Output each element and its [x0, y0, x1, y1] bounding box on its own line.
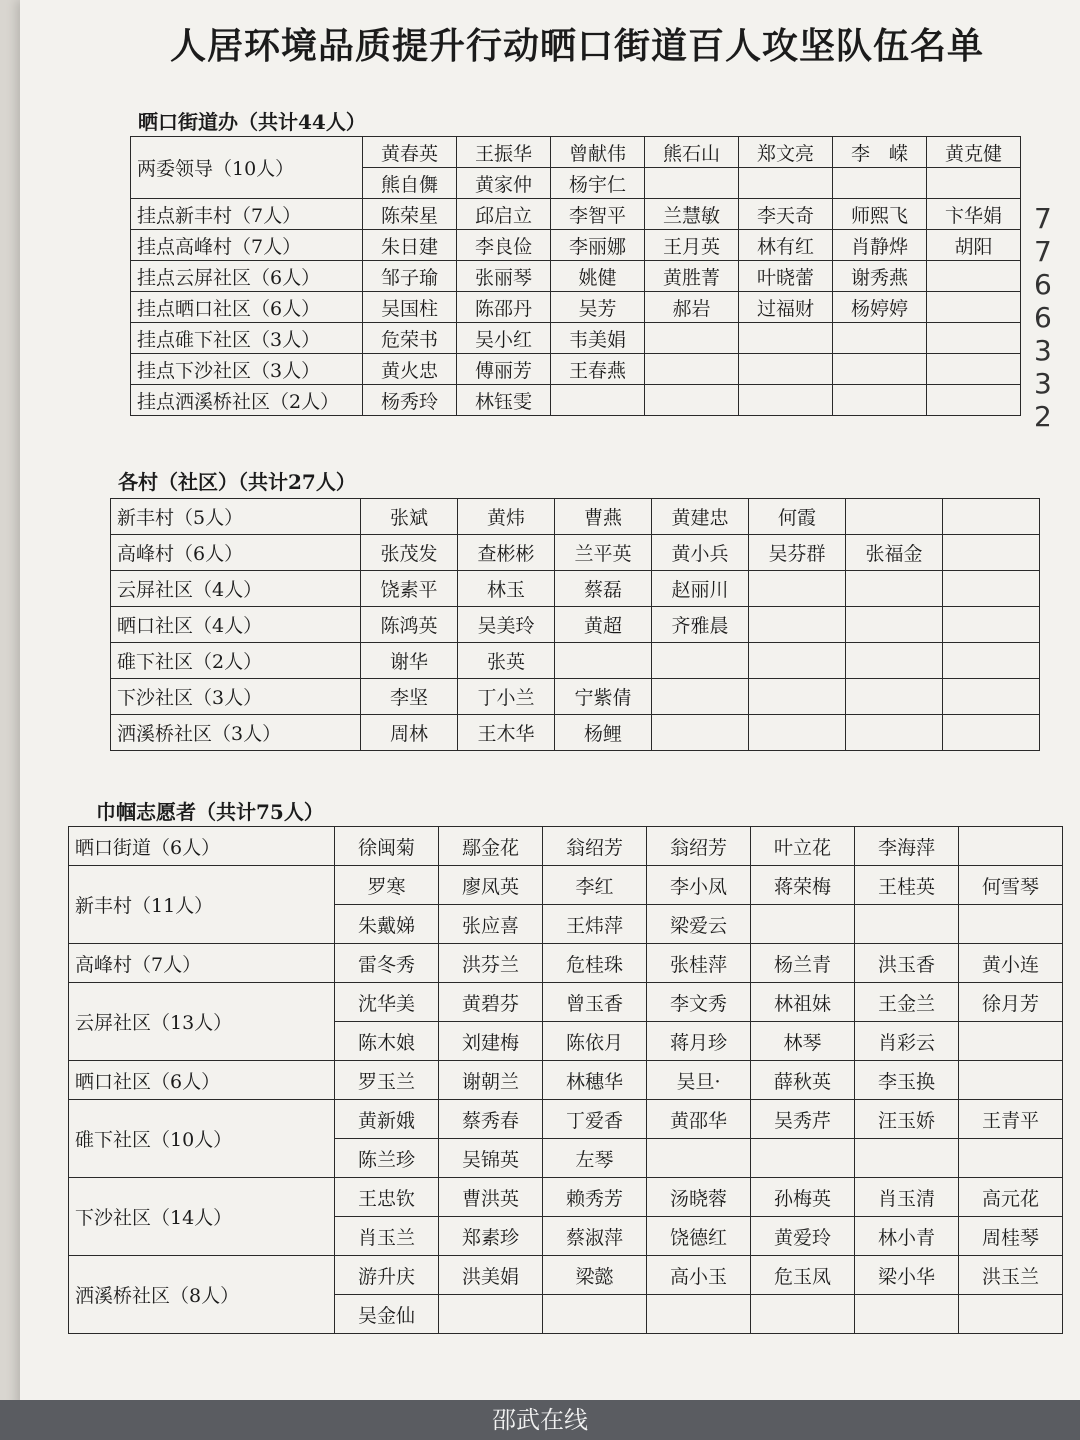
side-mark: 6: [1034, 301, 1052, 334]
name-cell: 吴国柱: [363, 292, 457, 323]
name-cell: 张应喜: [439, 905, 543, 944]
name-cell: 饶素平: [361, 571, 458, 607]
name-cell: 王春燕: [551, 354, 645, 385]
name-cell: 陈邵丹: [457, 292, 551, 323]
table-villages: [110, 498, 1040, 751]
side-mark: 3: [1034, 367, 1052, 400]
name-cell: [833, 323, 927, 354]
name-cell: 梁爱云: [647, 905, 751, 944]
name-cell: 廖凤英: [439, 866, 543, 905]
name-cell: 韦美娟: [551, 323, 645, 354]
name-cell: 洪美娟: [439, 1256, 543, 1295]
name-cell: 林琴: [751, 1022, 855, 1061]
row-group-label: 挂点云屏社区（6人）: [131, 261, 363, 292]
name-cell: 梁懿: [543, 1256, 647, 1295]
row-group-label: 洒溪桥社区（8人）: [69, 1256, 335, 1334]
name-cell: [959, 1022, 1063, 1061]
name-cell: 张斌: [361, 499, 458, 535]
name-cell: 汤晓蓉: [647, 1178, 751, 1217]
table-row: [111, 571, 1040, 607]
table-row: [111, 607, 1040, 643]
name-cell: 林有红: [739, 230, 833, 261]
name-cell: [927, 354, 1021, 385]
name-cell: 翁绍芳: [543, 827, 647, 866]
name-cell: 邹子瑜: [363, 261, 457, 292]
name-cell: [749, 679, 846, 715]
name-cell: 杨婷婷: [833, 292, 927, 323]
name-cell: 熊自儛: [363, 168, 457, 199]
name-cell: [543, 1295, 647, 1334]
name-cell: 郑素珍: [439, 1217, 543, 1256]
name-cell: 汪玉娇: [855, 1100, 959, 1139]
name-cell: [846, 679, 943, 715]
table-row: [131, 354, 1021, 385]
side-mark: 7: [1034, 235, 1052, 268]
name-cell: 周桂琴: [959, 1217, 1063, 1256]
table-street-office: [130, 136, 1021, 416]
row-group-label: 下沙社区（14人）: [69, 1178, 335, 1256]
table-row: [69, 1178, 1063, 1217]
name-cell: 陈荣星: [363, 199, 457, 230]
name-cell: [551, 385, 645, 416]
name-cell: 王木华: [458, 715, 555, 751]
name-cell: 蒋月珍: [647, 1022, 751, 1061]
name-cell: [652, 679, 749, 715]
name-cell: 郑文亮: [739, 137, 833, 168]
name-cell: 王金兰: [855, 983, 959, 1022]
name-cell: 李小凤: [647, 866, 751, 905]
name-cell: [555, 643, 652, 679]
name-cell: 李天奇: [739, 199, 833, 230]
name-cell: [739, 385, 833, 416]
name-cell: 吴旦·: [647, 1061, 751, 1100]
table-row: [69, 983, 1063, 1022]
side-mark: 2: [1034, 400, 1052, 433]
name-cell: [749, 607, 846, 643]
section-title-street-office: 晒口街道办（共计44人）: [138, 110, 366, 134]
side-mark: 3: [1034, 334, 1052, 367]
name-cell: 黄小连: [959, 944, 1063, 983]
name-cell: 赖秀芳: [543, 1178, 647, 1217]
table-row: [111, 715, 1040, 751]
name-cell: 薛秋英: [751, 1061, 855, 1100]
name-cell: 曾玉香: [543, 983, 647, 1022]
name-cell: 洪玉香: [855, 944, 959, 983]
name-cell: 洪芬兰: [439, 944, 543, 983]
name-cell: [959, 1139, 1063, 1178]
side-mark: 7: [1034, 202, 1052, 235]
name-cell: [749, 571, 846, 607]
table-row: [69, 1256, 1063, 1295]
row-group-label: 两委领导（10人）: [131, 137, 363, 199]
name-cell: [739, 323, 833, 354]
name-cell: 兰慧敏: [645, 199, 739, 230]
name-cell: 肖玉清: [855, 1178, 959, 1217]
name-cell: [927, 261, 1021, 292]
name-cell: 梁小华: [855, 1256, 959, 1295]
name-cell: 谢华: [361, 643, 458, 679]
name-cell: 师熙飞: [833, 199, 927, 230]
name-cell: 吴芬群: [749, 535, 846, 571]
name-cell: [927, 385, 1021, 416]
name-cell: 游升庆: [335, 1256, 439, 1295]
table-row: [69, 944, 1063, 983]
name-cell: 王青平: [959, 1100, 1063, 1139]
name-cell: [749, 643, 846, 679]
name-cell: 周林: [361, 715, 458, 751]
name-cell: [855, 1295, 959, 1334]
name-cell: [943, 715, 1040, 751]
name-cell: [927, 292, 1021, 323]
name-cell: 洪玉兰: [959, 1256, 1063, 1295]
name-cell: 徐月芳: [959, 983, 1063, 1022]
name-cell: 卞华娟: [927, 199, 1021, 230]
name-cell: [652, 643, 749, 679]
name-cell: [846, 607, 943, 643]
name-cell: 叶晓蕾: [739, 261, 833, 292]
name-cell: 王振华: [457, 137, 551, 168]
name-cell: [647, 1295, 751, 1334]
row-group-label: 云屏社区（13人）: [69, 983, 335, 1061]
name-cell: 危玉凤: [751, 1256, 855, 1295]
name-cell: 傅丽芳: [457, 354, 551, 385]
name-cell: 王桂英: [855, 866, 959, 905]
row-group-label: 晒口社区（6人）: [69, 1061, 335, 1100]
name-cell: 林钰雯: [457, 385, 551, 416]
name-cell: 翁绍芳: [647, 827, 751, 866]
name-cell: 蒋荣梅: [751, 866, 855, 905]
row-group-label: 挂点新丰村（7人）: [131, 199, 363, 230]
name-cell: 罗玉兰: [335, 1061, 439, 1100]
name-cell: 罗寒: [335, 866, 439, 905]
name-cell: [739, 354, 833, 385]
name-cell: 黄火忠: [363, 354, 457, 385]
name-cell: 雷冬秀: [335, 944, 439, 983]
name-cell: [943, 535, 1040, 571]
name-cell: 张桂萍: [647, 944, 751, 983]
name-cell: 邱启立: [457, 199, 551, 230]
table-row: [131, 323, 1021, 354]
name-cell: 黄胜菁: [645, 261, 739, 292]
row-group-label: 挂点下沙社区（3人）: [131, 354, 363, 385]
name-cell: 鄢金花: [439, 827, 543, 866]
table-row: [69, 866, 1063, 905]
name-cell: 蔡磊: [555, 571, 652, 607]
name-cell: [749, 715, 846, 751]
name-cell: 李丽娜: [551, 230, 645, 261]
name-cell: [846, 571, 943, 607]
name-cell: 危桂珠: [543, 944, 647, 983]
table-volunteers: [68, 826, 1063, 1334]
name-cell: 何霞: [749, 499, 846, 535]
name-cell: 杨秀玲: [363, 385, 457, 416]
name-cell: 吴美玲: [458, 607, 555, 643]
name-cell: 齐雅晨: [652, 607, 749, 643]
name-cell: 查彬彬: [458, 535, 555, 571]
name-cell: [927, 323, 1021, 354]
row-group-label: 新丰村（5人）: [111, 499, 361, 535]
name-cell: 李文秀: [647, 983, 751, 1022]
row-group-label: 挂点晒口社区（6人）: [131, 292, 363, 323]
name-cell: 宁紫倩: [555, 679, 652, 715]
name-cell: [855, 1139, 959, 1178]
name-cell: 王月英: [645, 230, 739, 261]
name-cell: 谢朝兰: [439, 1061, 543, 1100]
name-cell: 吴金仙: [335, 1295, 439, 1334]
name-cell: 危荣书: [363, 323, 457, 354]
row-group-label: 挂点高峰村（7人）: [131, 230, 363, 261]
document-title: 人居环境品质提升行动晒口街道百人攻坚队伍名单: [170, 25, 985, 67]
table-row: [131, 385, 1021, 416]
name-cell: 黄超: [555, 607, 652, 643]
name-cell: [943, 571, 1040, 607]
name-cell: 郝岩: [645, 292, 739, 323]
table-row: [131, 199, 1021, 230]
name-cell: 张茂发: [361, 535, 458, 571]
name-cell: 丁爱香: [543, 1100, 647, 1139]
name-cell: 吴锦英: [439, 1139, 543, 1178]
name-cell: 李良俭: [457, 230, 551, 261]
name-cell: [943, 499, 1040, 535]
table-row: [111, 643, 1040, 679]
name-cell: [846, 715, 943, 751]
table-row: [69, 1061, 1063, 1100]
name-cell: 高小玉: [647, 1256, 751, 1295]
name-cell: [846, 643, 943, 679]
name-cell: 张英: [458, 643, 555, 679]
name-cell: 陈木娘: [335, 1022, 439, 1061]
name-cell: 吴秀芹: [751, 1100, 855, 1139]
row-group-label: 碓下社区（10人）: [69, 1100, 335, 1178]
name-cell: 李 嵘: [833, 137, 927, 168]
name-cell: 陈兰珍: [335, 1139, 439, 1178]
name-cell: 张丽琴: [457, 261, 551, 292]
name-cell: [846, 499, 943, 535]
name-cell: 过福财: [739, 292, 833, 323]
name-cell: 杨兰青: [751, 944, 855, 983]
name-cell: [833, 354, 927, 385]
name-cell: 黄建忠: [652, 499, 749, 535]
name-cell: [751, 1295, 855, 1334]
table-row: [131, 137, 1021, 168]
name-cell: 黄春英: [363, 137, 457, 168]
name-cell: 黄爱玲: [751, 1217, 855, 1256]
name-cell: 杨宇仁: [551, 168, 645, 199]
row-group-label: 洒溪桥社区（3人）: [111, 715, 361, 751]
name-cell: [943, 607, 1040, 643]
name-cell: 朱戴娣: [335, 905, 439, 944]
name-cell: 黄新娥: [335, 1100, 439, 1139]
name-cell: 李红: [543, 866, 647, 905]
name-cell: 陈依月: [543, 1022, 647, 1061]
name-cell: 李海萍: [855, 827, 959, 866]
name-cell: 林玉: [458, 571, 555, 607]
name-cell: 徐闽菊: [335, 827, 439, 866]
name-cell: 叶立花: [751, 827, 855, 866]
side-mark: 6: [1034, 268, 1052, 301]
name-cell: 黄邵华: [647, 1100, 751, 1139]
row-group-label: 晒口社区（4人）: [111, 607, 361, 643]
name-cell: 沈华美: [335, 983, 439, 1022]
name-cell: 李智平: [551, 199, 645, 230]
name-cell: 杨鲤: [555, 715, 652, 751]
name-cell: [739, 168, 833, 199]
name-cell: [833, 168, 927, 199]
row-group-label: 碓下社区（2人）: [111, 643, 361, 679]
name-cell: 高元花: [959, 1178, 1063, 1217]
name-cell: 李玉换: [855, 1061, 959, 1100]
table-row: [131, 292, 1021, 323]
name-cell: 丁小兰: [458, 679, 555, 715]
row-group-label: 挂点碓下社区（3人）: [131, 323, 363, 354]
name-cell: 黄小兵: [652, 535, 749, 571]
row-group-label: 高峰村（7人）: [69, 944, 335, 983]
name-cell: 林穗华: [543, 1061, 647, 1100]
name-cell: [959, 1061, 1063, 1100]
name-cell: [943, 643, 1040, 679]
name-cell: 林祖妹: [751, 983, 855, 1022]
name-cell: [833, 385, 927, 416]
name-cell: [645, 354, 739, 385]
name-cell: 姚健: [551, 261, 645, 292]
name-cell: 曹洪英: [439, 1178, 543, 1217]
row-group-label: 高峰村（6人）: [111, 535, 361, 571]
name-cell: 王忠钦: [335, 1178, 439, 1217]
name-cell: 左琴: [543, 1139, 647, 1178]
name-cell: 饶德红: [647, 1217, 751, 1256]
row-group-label: 新丰村（11人）: [69, 866, 335, 944]
name-cell: 黄克健: [927, 137, 1021, 168]
name-cell: [943, 679, 1040, 715]
section-title-volunteers: 巾帼志愿者（共计75人）: [96, 800, 324, 824]
name-cell: 肖彩云: [855, 1022, 959, 1061]
name-cell: 刘建梅: [439, 1022, 543, 1061]
table-row: [131, 230, 1021, 261]
table-row: [111, 499, 1040, 535]
document-page: [20, 0, 1080, 1410]
name-cell: [751, 1139, 855, 1178]
name-cell: 肖静烨: [833, 230, 927, 261]
table-row: [111, 535, 1040, 571]
name-cell: [645, 323, 739, 354]
name-cell: 何雪琴: [959, 866, 1063, 905]
name-cell: [645, 385, 739, 416]
name-cell: 曹燕: [555, 499, 652, 535]
name-cell: 孙梅英: [751, 1178, 855, 1217]
name-cell: [959, 1295, 1063, 1334]
table-row: [69, 1100, 1063, 1139]
name-cell: 朱日建: [363, 230, 457, 261]
name-cell: 肖玉兰: [335, 1217, 439, 1256]
name-cell: 黄炜: [458, 499, 555, 535]
name-cell: 陈鸿英: [361, 607, 458, 643]
name-cell: [652, 715, 749, 751]
row-group-label: 晒口街道（6人）: [69, 827, 335, 866]
name-cell: 张福金: [846, 535, 943, 571]
name-cell: [751, 905, 855, 944]
name-cell: [959, 827, 1063, 866]
name-cell: [645, 168, 739, 199]
name-cell: 吴芳: [551, 292, 645, 323]
table-row: [69, 827, 1063, 866]
name-cell: 李坚: [361, 679, 458, 715]
name-cell: 黄家仲: [457, 168, 551, 199]
name-cell: [647, 1139, 751, 1178]
name-cell: 胡阳: [927, 230, 1021, 261]
name-cell: [927, 168, 1021, 199]
name-cell: 林小青: [855, 1217, 959, 1256]
name-cell: 蔡秀春: [439, 1100, 543, 1139]
name-cell: 黄碧芬: [439, 983, 543, 1022]
row-group-label: 云屏社区（4人）: [111, 571, 361, 607]
table-row: [111, 679, 1040, 715]
section-title-villages: 各村（社区）（共计27人）: [118, 470, 356, 494]
name-cell: [439, 1295, 543, 1334]
watermark-caption: 邵武在线: [0, 1400, 1080, 1440]
name-cell: 吴小红: [457, 323, 551, 354]
name-cell: [855, 905, 959, 944]
name-cell: 谢秀燕: [833, 261, 927, 292]
name-cell: 兰平英: [555, 535, 652, 571]
name-cell: 熊石山: [645, 137, 739, 168]
row-group-label: 挂点洒溪桥社区（2人）: [131, 385, 363, 416]
row-group-label: 下沙社区（3人）: [111, 679, 361, 715]
name-cell: 蔡淑萍: [543, 1217, 647, 1256]
name-cell: 王炜萍: [543, 905, 647, 944]
table-row: [131, 261, 1021, 292]
name-cell: [959, 905, 1063, 944]
name-cell: 曾献伟: [551, 137, 645, 168]
name-cell: 赵丽川: [652, 571, 749, 607]
